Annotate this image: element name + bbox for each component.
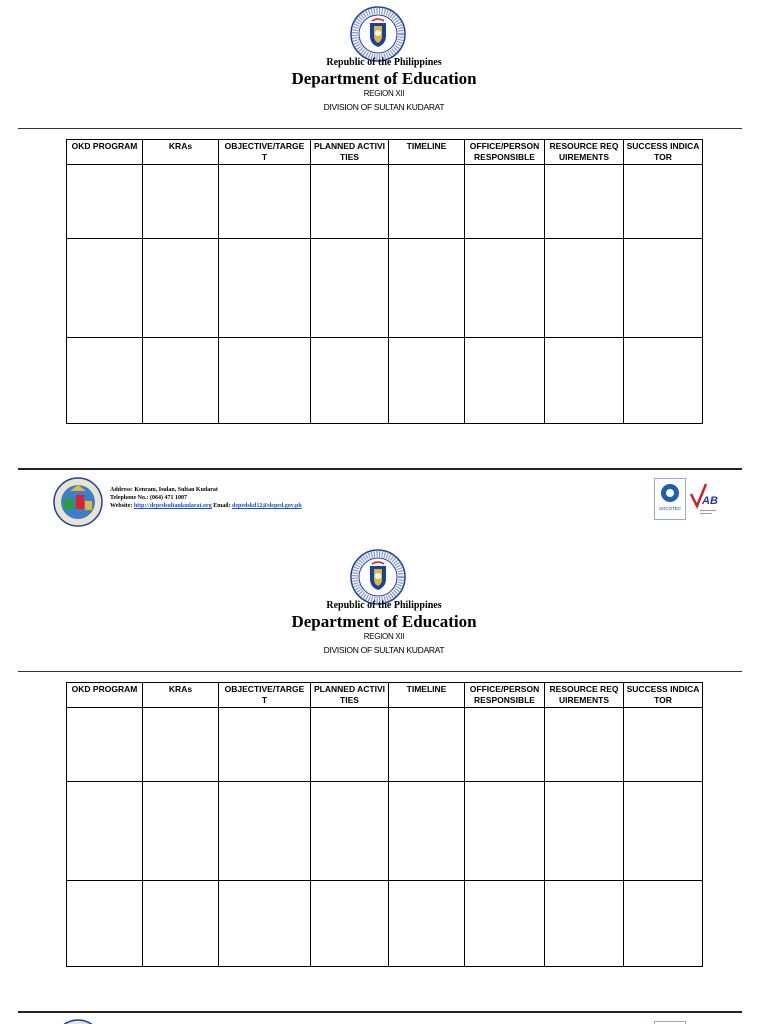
republic-label: Republic of the Philippines xyxy=(326,600,442,611)
table-cell[interactable] xyxy=(389,338,465,424)
column-header: OBJECTIVE/TARGE T xyxy=(219,683,311,708)
table-cell[interactable] xyxy=(545,782,624,881)
socotec-logo-icon xyxy=(655,479,685,519)
address-value: Kenram, Isulan, Sultan Kudarat xyxy=(134,487,218,493)
table-cell[interactable] xyxy=(389,239,465,338)
letterhead-footer xyxy=(0,470,768,532)
header-divider xyxy=(18,128,742,129)
column-header: OKD PROGRAM xyxy=(67,140,143,165)
table-row xyxy=(67,782,703,881)
table-row xyxy=(67,239,703,338)
region-label: REGION XII xyxy=(363,89,405,98)
letterhead xyxy=(0,0,768,130)
region-label: REGION XII xyxy=(363,632,405,641)
table-cell[interactable] xyxy=(465,881,545,967)
column-header: OFFICE/PERSON RESPONSIBLE xyxy=(465,683,545,708)
telephone-label: Telephone No.: xyxy=(110,495,149,501)
table-cell[interactable] xyxy=(143,165,219,239)
socotec-label: SOCOTEC xyxy=(658,506,682,511)
table-cell[interactable] xyxy=(219,338,311,424)
email-label: Email: xyxy=(213,503,231,509)
table-header-row xyxy=(67,140,703,165)
table-cell[interactable] xyxy=(624,708,703,782)
okd-program-table xyxy=(66,682,703,967)
document-page-1 xyxy=(0,0,768,511)
column-header: OFFICE/PERSON RESPONSIBLE xyxy=(465,140,545,165)
table-cell[interactable] xyxy=(67,338,143,424)
table-cell[interactable] xyxy=(311,881,389,967)
column-header: OBJECTIVE/TARGE T xyxy=(219,140,311,165)
table-cell[interactable] xyxy=(143,881,219,967)
table-cell[interactable] xyxy=(624,239,703,338)
letterhead xyxy=(0,543,768,673)
ab-accreditation-icon xyxy=(688,480,720,520)
table-cell[interactable] xyxy=(624,165,703,239)
website-link[interactable]: http://depedsultankudarat.org xyxy=(133,503,212,509)
table-cell[interactable] xyxy=(465,708,545,782)
table-cell[interactable] xyxy=(624,338,703,424)
table-cell[interactable] xyxy=(67,165,143,239)
table-cell[interactable] xyxy=(219,165,311,239)
table-row xyxy=(67,165,703,239)
table-cell[interactable] xyxy=(143,338,219,424)
table-cell[interactable] xyxy=(67,708,143,782)
table-cell[interactable] xyxy=(311,165,389,239)
column-header: SUCCESS INDICATOR xyxy=(624,683,703,708)
republic-label: Republic of the Philippines xyxy=(326,57,442,68)
table-cell[interactable] xyxy=(624,782,703,881)
division-logo-icon xyxy=(52,1019,104,1024)
table-row xyxy=(67,708,703,782)
email-link[interactable]: depedskd12@deped.gov.ph xyxy=(232,503,302,509)
table-cell[interactable] xyxy=(545,708,624,782)
table-cell[interactable] xyxy=(389,708,465,782)
division-label: DIVISION OF SULTAN KUDARAT xyxy=(323,102,445,112)
table-cell[interactable] xyxy=(389,165,465,239)
column-header: SUCCESS INDICATOR xyxy=(624,140,703,165)
table-cell[interactable] xyxy=(67,881,143,967)
table-cell[interactable] xyxy=(465,782,545,881)
column-header: PLANNED ACTIVITIES xyxy=(311,683,389,708)
header-divider xyxy=(18,671,742,672)
table-cell[interactable] xyxy=(219,782,311,881)
table-cell[interactable] xyxy=(311,239,389,338)
column-header: TIMELINE xyxy=(389,140,465,165)
document-page-2 xyxy=(0,543,768,705)
contact-block xyxy=(110,486,302,510)
table-cell[interactable] xyxy=(545,338,624,424)
column-header: KRAs xyxy=(143,683,219,708)
table-cell[interactable] xyxy=(389,881,465,967)
deped-seal-icon xyxy=(350,6,406,62)
socotec-cert-badge xyxy=(654,478,686,520)
table-cell[interactable] xyxy=(465,239,545,338)
column-header: RESOURCE REQUIREMENTS xyxy=(545,683,624,708)
table-cell[interactable] xyxy=(143,239,219,338)
table-cell[interactable] xyxy=(311,708,389,782)
table-cell[interactable] xyxy=(624,881,703,967)
ab-label: AB xyxy=(702,495,718,507)
table-row xyxy=(67,338,703,424)
column-header: KRAs xyxy=(143,140,219,165)
table-cell[interactable] xyxy=(465,338,545,424)
website-label: Website: xyxy=(110,503,133,509)
table-cell[interactable] xyxy=(67,239,143,338)
table-row xyxy=(67,881,703,967)
column-header: PLANNED ACTIVITIES xyxy=(311,140,389,165)
table-cell[interactable] xyxy=(545,165,624,239)
table-cell[interactable] xyxy=(143,782,219,881)
table-cell[interactable] xyxy=(545,239,624,338)
okd-program-table xyxy=(66,139,703,424)
department-title: Department of Education xyxy=(291,69,477,88)
table-cell[interactable] xyxy=(545,881,624,967)
column-header: TIMELINE xyxy=(389,683,465,708)
division-logo-icon xyxy=(52,477,104,527)
column-header: RESOURCE REQUIREMENTS xyxy=(545,140,624,165)
column-header: OKD PROGRAM xyxy=(67,683,143,708)
telephone-value: (064) 471 1007 xyxy=(149,495,187,501)
footer-divider xyxy=(18,1011,742,1013)
table-cell[interactable] xyxy=(219,881,311,967)
table-cell[interactable] xyxy=(389,782,465,881)
table-cell[interactable] xyxy=(311,338,389,424)
address-label: Address: xyxy=(110,487,133,493)
deped-seal-icon xyxy=(350,549,406,605)
table-header-row xyxy=(67,683,703,708)
table-cell[interactable] xyxy=(465,165,545,239)
table-cell[interactable] xyxy=(67,782,143,881)
table-cell[interactable] xyxy=(219,708,311,782)
letterhead-footer-partial xyxy=(0,1015,768,1024)
table-cell[interactable] xyxy=(143,708,219,782)
division-label: DIVISION OF SULTAN KUDARAT xyxy=(323,645,445,655)
table-cell[interactable] xyxy=(219,239,311,338)
department-title: Department of Education xyxy=(291,612,477,631)
table-cell[interactable] xyxy=(311,782,389,881)
